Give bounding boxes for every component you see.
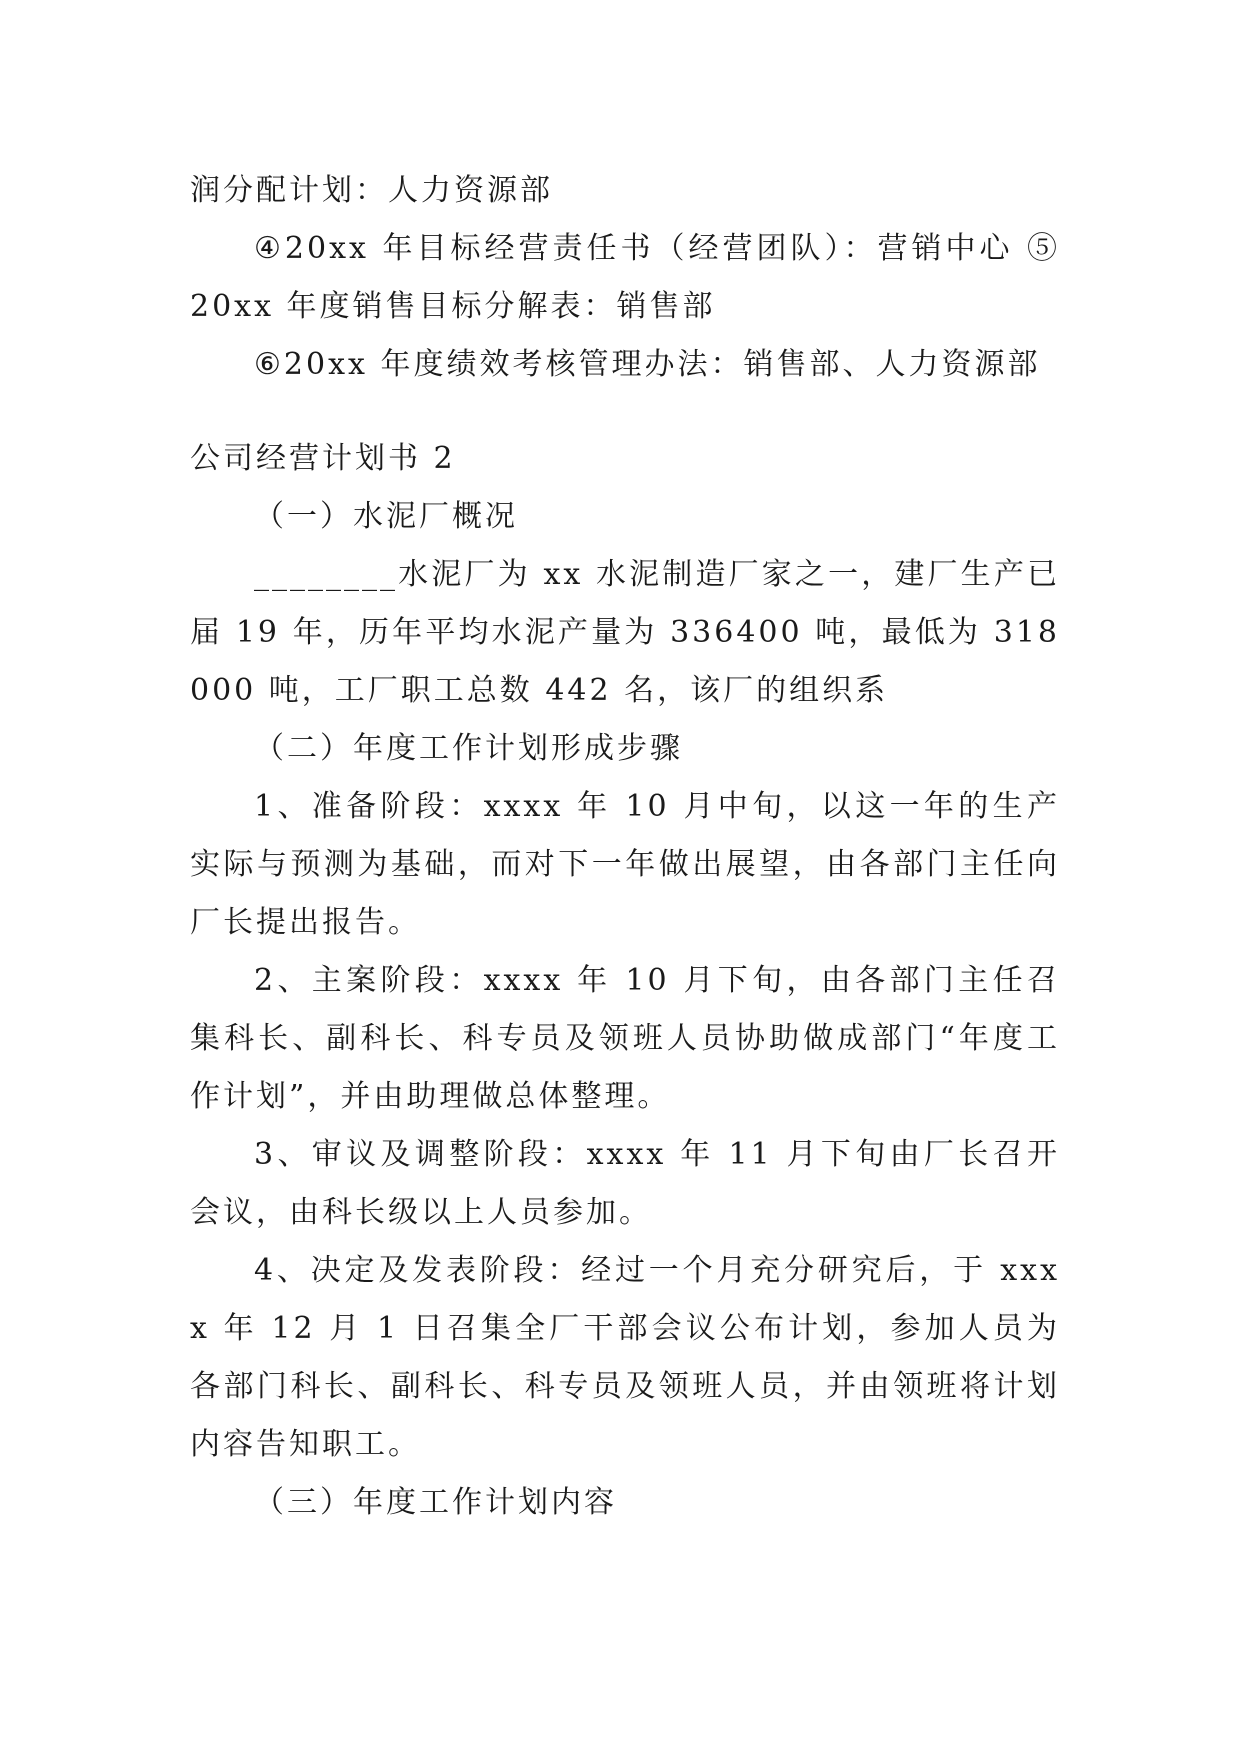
paragraph-factory-overview: ________水泥厂为 xx 水泥制造厂家之一，建厂生产已届 19 年，历年平均水泥产量为 336400 吨，最低为 318000 吨，工厂职工总数 442 名，该厂的组织系 <box>190 557 1060 708</box>
paragraph-step-4: 4、决定及发表阶段：经过一个月充分研究后，于 xxxx 年 12 月 1 日召集全厂干部会议公布计划，参加人员为各部门科长、副科长、科专员及领班人员，并由领班将计划内容告知职工。 <box>190 1253 1060 1462</box>
paragraph-profit-plan: 润分配计划：人力资源部 <box>190 173 553 208</box>
section-title: 公司经营计划书 2 <box>190 441 456 476</box>
paragraph-step-3: 3、审议及调整阶段：xxxx 年 11 月下旬由厂长召开会议，由科长级以上人员参加。 <box>190 1137 1060 1230</box>
subsection-heading-1: （一）水泥厂概况 <box>254 499 518 534</box>
document-body <box>190 162 1060 1532</box>
paragraph-item-4-5: ④20xx 年目标经营责任书（经营团队）：营销中心 ⑤20xx 年度销售目标分解表：销售部 <box>190 231 1060 324</box>
subsection-heading-2: （二）年度工作计划形成步骤 <box>254 731 683 766</box>
section-gap <box>190 394 1060 430</box>
paragraph-step-2: 2、主案阶段：xxxx 年 10 月下旬，由各部门主任召集科长、副科长、科专员及领班人员协助做成部门“年度工作计划”，并由助理做总体整理。 <box>190 963 1060 1114</box>
paragraph-step-1: 1、准备阶段：xxxx 年 10 月中旬，以这一年的生产实际与预测为基础，而对下一年做出展望，由各部门主任向厂长提出报告。 <box>190 789 1060 940</box>
paragraph-item-6: ⑥20xx 年度绩效考核管理办法：销售部、人力资源部 <box>254 347 1041 382</box>
subsection-heading-3: （三）年度工作计划内容 <box>254 1485 617 1520</box>
